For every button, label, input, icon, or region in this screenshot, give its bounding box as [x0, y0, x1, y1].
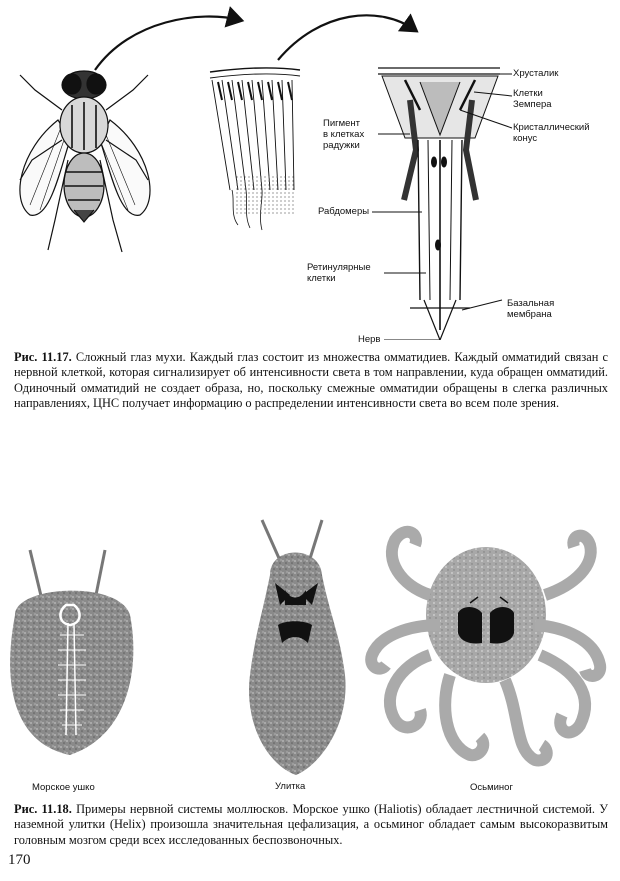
label-rhabdomeres: Рабдомеры: [318, 206, 370, 217]
caption-text: Примеры нервной системы моллюсков. Морское ушко (Haliotis) обладает лестничной системой. У наземной улитки (Helix) произошла значительная цефализация, а осьминог обладает самым высокоразвитым головным мозгом среди всех исследованных беспозвоночных.: [14, 802, 608, 847]
label-abalone: Морское ушко: [32, 782, 95, 793]
label-snail: Улитка: [275, 781, 306, 792]
octopus-drawing: [371, 532, 600, 761]
label-basal-membrane: Базальная мембрана: [507, 298, 555, 320]
label-retinular-cells: Ретинулярные клетки: [307, 262, 371, 284]
label-crystalline-cone: Кристаллический конус: [513, 122, 590, 144]
arrow-fly-to-ommatidia: [95, 17, 240, 70]
snail-drawing: [249, 520, 345, 775]
label-octopus: Осьминог: [470, 782, 513, 793]
figure-11-18-illustration: [0, 505, 620, 785]
ommatidium-detail: [372, 68, 512, 340]
label-lens: Хрусталик: [513, 68, 559, 79]
abalone-drawing: [10, 550, 133, 755]
caption-text: Сложный глаз мухи. Каждый глаз состоит из множества омматидиев. Каждый омматидий связан с нервной клеткой, которая сигнализирует об интенсивности света в том направлении, куда обращен омматидий. Одиночный омматидий не создает образа, но, поскольку смежные омматидии обращены в слегка различных направлениях, ЦНС получает информацию о распределении интенсивности света во всем поле зрения.: [14, 350, 608, 411]
caption-number: Рис. 11.17.: [14, 350, 72, 364]
figure-11-17-illustration: [0, 0, 620, 340]
page-number: 170: [8, 852, 31, 868]
caption-figure-11-17: [14, 350, 608, 412]
ommatidia-bundle: [210, 68, 300, 230]
caption-number: Рис. 11.18.: [14, 802, 72, 816]
label-semper-cells: Клетки Земпера: [513, 88, 552, 110]
fly-drawing: [20, 71, 150, 252]
arrow-ommatidia-to-detail: [278, 15, 415, 60]
label-nerve: Нерв: [358, 334, 381, 345]
label-pigment: Пигмент в клетках радужки: [323, 118, 365, 151]
caption-figure-11-18: [14, 802, 608, 848]
